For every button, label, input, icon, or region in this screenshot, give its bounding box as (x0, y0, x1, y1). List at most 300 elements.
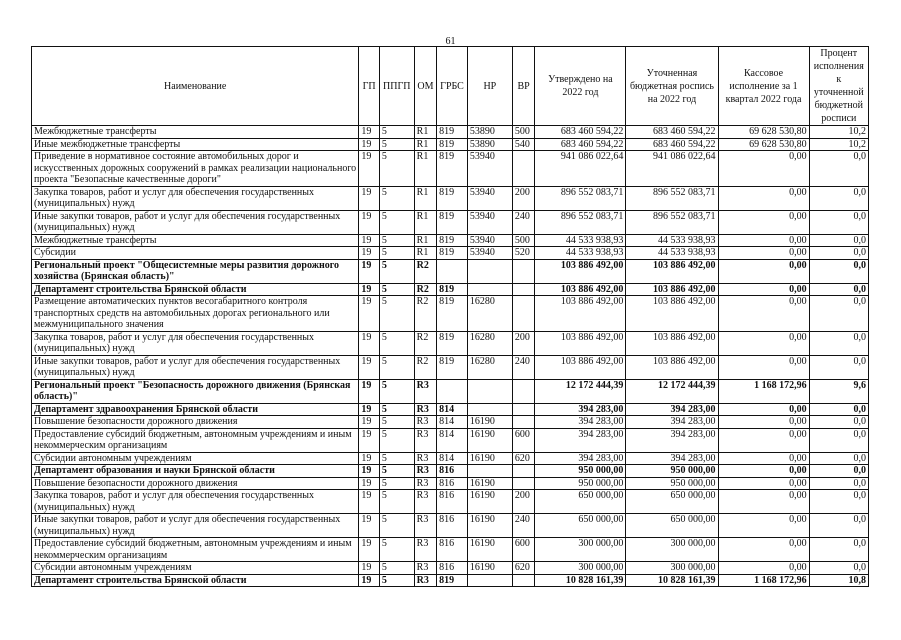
cell-ppgp: 5 (379, 247, 414, 260)
cell-percent: 0,0 (809, 403, 868, 416)
cell-om: R3 (414, 514, 437, 538)
table-row (32, 247, 869, 260)
cell-nr: 53940 (467, 234, 512, 247)
header-om: ОМ (414, 47, 437, 126)
cell-name: Повышение безопасности дорожного движения (32, 416, 359, 429)
cell-ppgp: 5 (379, 138, 414, 151)
cell-percent: 9,6 (809, 379, 868, 403)
cell-ppgp: 5 (379, 355, 414, 379)
cell-ppgp: 5 (379, 210, 414, 234)
cell-om: R3 (414, 403, 437, 416)
cell-gp: 19 (359, 465, 379, 478)
cell-grbs: 819 (437, 331, 468, 355)
cell-nr (467, 465, 512, 478)
cell-ppgp: 5 (379, 403, 414, 416)
table-row (32, 259, 869, 283)
cell-gp: 19 (359, 247, 379, 260)
cell-gp: 19 (359, 138, 379, 151)
cell-ppgp: 5 (379, 428, 414, 452)
cell-name: Закупка товаров, работ и услуг для обеспечения государственных (муниципальных) нужд (32, 331, 359, 355)
cell-grbs: 816 (437, 514, 468, 538)
cell-refined: 650 000,00 (626, 490, 718, 514)
cell-approved: 103 886 492,00 (535, 355, 626, 379)
header-approved: Утверждено на 2022 год (535, 47, 626, 126)
cell-grbs: 819 (437, 186, 468, 210)
cell-ppgp: 5 (379, 259, 414, 283)
cell-approved: 103 886 492,00 (535, 283, 626, 296)
header-cash: Кассовое исполнение за 1 квартал 2022 года (718, 47, 809, 126)
cell-ppgp: 5 (379, 186, 414, 210)
cell-nr: 16190 (467, 514, 512, 538)
cell-vr (512, 477, 535, 490)
cell-om: R1 (414, 186, 437, 210)
cell-grbs: 819 (437, 283, 468, 296)
cell-cash: 0,00 (718, 355, 809, 379)
cell-refined: 10 828 161,39 (626, 574, 718, 587)
cell-gp: 19 (359, 562, 379, 575)
cell-nr: 16190 (467, 428, 512, 452)
cell-vr: 600 (512, 538, 535, 562)
cell-percent: 0,0 (809, 538, 868, 562)
cell-nr: 16280 (467, 296, 512, 332)
cell-cash: 0,00 (718, 234, 809, 247)
cell-approved: 394 283,00 (535, 416, 626, 429)
cell-refined: 300 000,00 (626, 562, 718, 575)
cell-vr: 240 (512, 210, 535, 234)
cell-gp: 19 (359, 477, 379, 490)
cell-percent: 0,0 (809, 477, 868, 490)
cell-vr (512, 296, 535, 332)
cell-nr: 16190 (467, 562, 512, 575)
cell-refined: 950 000,00 (626, 465, 718, 478)
cell-vr: 240 (512, 514, 535, 538)
cell-nr: 53940 (467, 151, 512, 187)
header-row (32, 47, 869, 126)
header-nr: НР (467, 47, 512, 126)
table-row (32, 574, 869, 587)
cell-percent: 0,0 (809, 465, 868, 478)
table-row (32, 477, 869, 490)
cell-cash: 69 628 530,80 (718, 138, 809, 151)
cell-approved: 394 283,00 (535, 403, 626, 416)
cell-grbs (437, 259, 468, 283)
table-row (32, 126, 869, 139)
cell-cash: 0,00 (718, 186, 809, 210)
cell-ppgp: 5 (379, 234, 414, 247)
cell-percent: 0,0 (809, 234, 868, 247)
cell-grbs: 816 (437, 465, 468, 478)
cell-approved: 394 283,00 (535, 452, 626, 465)
cell-gp: 19 (359, 355, 379, 379)
cell-vr: 540 (512, 138, 535, 151)
cell-om: R3 (414, 379, 437, 403)
cell-cash: 0,00 (718, 514, 809, 538)
cell-name: Департамент здравоохранения Брянской области (32, 403, 359, 416)
cell-approved: 12 172 444,39 (535, 379, 626, 403)
cell-refined: 394 283,00 (626, 428, 718, 452)
cell-nr: 53940 (467, 210, 512, 234)
cell-cash: 1 168 172,96 (718, 379, 809, 403)
cell-cash: 0,00 (718, 247, 809, 260)
budget-table-wrapper (31, 46, 869, 587)
cell-om: R3 (414, 416, 437, 429)
cell-gp: 19 (359, 452, 379, 465)
cell-percent: 0,0 (809, 416, 868, 429)
cell-nr: 16190 (467, 538, 512, 562)
table-row (32, 296, 869, 332)
cell-nr: 16280 (467, 331, 512, 355)
cell-vr (512, 151, 535, 187)
cell-grbs: 819 (437, 355, 468, 379)
cell-grbs: 819 (437, 247, 468, 260)
cell-gp: 19 (359, 514, 379, 538)
cell-percent: 10,2 (809, 126, 868, 139)
cell-refined: 12 172 444,39 (626, 379, 718, 403)
cell-name: Иные закупки товаров, работ и услуг для обеспечения государственных (муниципальных) нужд (32, 514, 359, 538)
table-row (32, 186, 869, 210)
cell-cash: 0,00 (718, 331, 809, 355)
cell-vr: 620 (512, 452, 535, 465)
cell-vr: 600 (512, 428, 535, 452)
cell-name: Межбюджетные трансферты (32, 234, 359, 247)
cell-approved: 10 828 161,39 (535, 574, 626, 587)
cell-refined: 103 886 492,00 (626, 331, 718, 355)
cell-gp: 19 (359, 296, 379, 332)
cell-name: Департамент строительства Брянской области (32, 283, 359, 296)
header-percent: Процент исполнения к уточненной бюджетной росписи (809, 47, 868, 126)
table-row (32, 514, 869, 538)
cell-gp: 19 (359, 210, 379, 234)
cell-cash: 0,00 (718, 210, 809, 234)
cell-approved: 650 000,00 (535, 514, 626, 538)
cell-om: R3 (414, 477, 437, 490)
cell-om: R3 (414, 452, 437, 465)
table-row (32, 490, 869, 514)
cell-approved: 896 552 083,71 (535, 210, 626, 234)
cell-approved: 941 086 022,64 (535, 151, 626, 187)
cell-vr: 240 (512, 355, 535, 379)
cell-grbs: 814 (437, 416, 468, 429)
cell-refined: 103 886 492,00 (626, 283, 718, 296)
cell-percent: 0,0 (809, 186, 868, 210)
cell-om: R3 (414, 562, 437, 575)
cell-om: R3 (414, 465, 437, 478)
cell-refined: 683 460 594,22 (626, 138, 718, 151)
cell-refined: 941 086 022,64 (626, 151, 718, 187)
cell-om: R1 (414, 151, 437, 187)
table-row (32, 355, 869, 379)
cell-om: R1 (414, 234, 437, 247)
cell-refined: 44 533 938,93 (626, 234, 718, 247)
cell-approved: 950 000,00 (535, 477, 626, 490)
cell-cash: 0,00 (718, 490, 809, 514)
cell-gp: 19 (359, 574, 379, 587)
cell-refined: 896 552 083,71 (626, 210, 718, 234)
cell-nr (467, 283, 512, 296)
cell-name: Размещение автоматических пунктов весогабаритного контроля транспортных средств на автомобильных дорогах регионального или межмуниципального значения (32, 296, 359, 332)
cell-om: R2 (414, 355, 437, 379)
cell-name: Приведение в нормативное состояние автомобильных дорог и искусственных дорожных сооружений в рамках реализации национального проекта "Безопасные качественные дороги" (32, 151, 359, 187)
cell-om: R2 (414, 296, 437, 332)
cell-grbs: 819 (437, 574, 468, 587)
cell-om: R2 (414, 331, 437, 355)
cell-gp: 19 (359, 126, 379, 139)
header-name: Наименование (32, 47, 359, 126)
table-row (32, 331, 869, 355)
cell-vr (512, 283, 535, 296)
table-row (32, 428, 869, 452)
cell-ppgp: 5 (379, 574, 414, 587)
cell-approved: 950 000,00 (535, 465, 626, 478)
cell-approved: 300 000,00 (535, 538, 626, 562)
cell-grbs: 816 (437, 477, 468, 490)
cell-grbs: 814 (437, 428, 468, 452)
table-body (32, 126, 869, 587)
table-row (32, 416, 869, 429)
cell-ppgp: 5 (379, 452, 414, 465)
cell-refined: 300 000,00 (626, 538, 718, 562)
cell-grbs: 819 (437, 151, 468, 187)
cell-vr: 620 (512, 562, 535, 575)
cell-grbs: 816 (437, 562, 468, 575)
cell-om: R2 (414, 283, 437, 296)
cell-om: R3 (414, 428, 437, 452)
cell-gp: 19 (359, 283, 379, 296)
cell-refined: 103 886 492,00 (626, 259, 718, 283)
table-row (32, 538, 869, 562)
cell-cash: 0,00 (718, 465, 809, 478)
cell-grbs: 816 (437, 538, 468, 562)
cell-name: Региональный проект "Безопасность дорожного движения (Брянская область)" (32, 379, 359, 403)
cell-nr (467, 403, 512, 416)
cell-ppgp: 5 (379, 379, 414, 403)
cell-nr (467, 379, 512, 403)
cell-ppgp: 5 (379, 126, 414, 139)
cell-percent: 0,0 (809, 490, 868, 514)
cell-om: R3 (414, 538, 437, 562)
cell-refined: 650 000,00 (626, 514, 718, 538)
cell-grbs: 814 (437, 403, 468, 416)
cell-name: Предоставление субсидий бюджетным, автономным учреждениям и иным некоммерческим организациям (32, 428, 359, 452)
cell-cash: 1 168 172,96 (718, 574, 809, 587)
cell-name: Субсидии (32, 247, 359, 260)
cell-percent: 0,0 (809, 562, 868, 575)
table-row (32, 403, 869, 416)
cell-vr: 200 (512, 331, 535, 355)
cell-refined: 950 000,00 (626, 477, 718, 490)
cell-refined: 394 283,00 (626, 416, 718, 429)
table-row (32, 562, 869, 575)
cell-grbs: 819 (437, 138, 468, 151)
cell-grbs: 814 (437, 452, 468, 465)
cell-percent: 0,0 (809, 283, 868, 296)
cell-gp: 19 (359, 151, 379, 187)
page-number: 61 (445, 36, 456, 47)
cell-name: Межбюджетные трансферты (32, 126, 359, 139)
cell-cash: 0,00 (718, 403, 809, 416)
cell-om: R3 (414, 490, 437, 514)
cell-approved: 650 000,00 (535, 490, 626, 514)
cell-grbs: 819 (437, 234, 468, 247)
table-row (32, 138, 869, 151)
cell-om: R2 (414, 259, 437, 283)
cell-grbs (437, 379, 468, 403)
cell-approved: 896 552 083,71 (535, 186, 626, 210)
cell-ppgp: 5 (379, 490, 414, 514)
cell-nr: 53890 (467, 138, 512, 151)
cell-cash: 0,00 (718, 416, 809, 429)
cell-gp: 19 (359, 186, 379, 210)
cell-nr: 53940 (467, 247, 512, 260)
cell-refined: 44 533 938,93 (626, 247, 718, 260)
cell-cash: 69 628 530,80 (718, 126, 809, 139)
cell-cash: 0,00 (718, 283, 809, 296)
cell-cash: 0,00 (718, 259, 809, 283)
cell-nr: 16280 (467, 355, 512, 379)
cell-cash: 0,00 (718, 151, 809, 187)
cell-vr (512, 403, 535, 416)
cell-gp: 19 (359, 416, 379, 429)
cell-ppgp: 5 (379, 514, 414, 538)
cell-percent: 0,0 (809, 151, 868, 187)
cell-percent: 10,8 (809, 574, 868, 587)
cell-name: Иные межбюджетные трансферты (32, 138, 359, 151)
header-gp: ГП (359, 47, 379, 126)
cell-name: Иные закупки товаров, работ и услуг для обеспечения государственных (муниципальных) нужд (32, 210, 359, 234)
cell-om: R1 (414, 210, 437, 234)
cell-name: Иные закупки товаров, работ и услуг для обеспечения государственных (муниципальных) нужд (32, 355, 359, 379)
cell-percent: 0,0 (809, 331, 868, 355)
cell-refined: 394 283,00 (626, 403, 718, 416)
cell-percent: 10,2 (809, 138, 868, 151)
cell-vr (512, 379, 535, 403)
cell-vr: 500 (512, 126, 535, 139)
cell-percent: 0,0 (809, 259, 868, 283)
cell-nr (467, 574, 512, 587)
cell-gp: 19 (359, 259, 379, 283)
cell-approved: 683 460 594,22 (535, 126, 626, 139)
cell-vr (512, 574, 535, 587)
cell-refined: 103 886 492,00 (626, 355, 718, 379)
cell-name: Субсидии автономным учреждениям (32, 452, 359, 465)
cell-nr: 16190 (467, 477, 512, 490)
cell-ppgp: 5 (379, 151, 414, 187)
cell-name: Предоставление субсидий бюджетным, автономным учреждениям и иным некоммерческим организациям (32, 538, 359, 562)
cell-cash: 0,00 (718, 538, 809, 562)
cell-om: R1 (414, 126, 437, 139)
cell-grbs: 819 (437, 126, 468, 139)
cell-gp: 19 (359, 331, 379, 355)
cell-grbs: 819 (437, 210, 468, 234)
cell-approved: 103 886 492,00 (535, 331, 626, 355)
cell-vr: 500 (512, 234, 535, 247)
cell-gp: 19 (359, 428, 379, 452)
header-grbs: ГРБС (437, 47, 468, 126)
cell-approved: 683 460 594,22 (535, 138, 626, 151)
cell-grbs: 816 (437, 490, 468, 514)
cell-vr: 520 (512, 247, 535, 260)
cell-om: R1 (414, 247, 437, 260)
cell-name: Региональный проект "Общесистемные меры развития дорожного хозяйства (Брянская область)" (32, 259, 359, 283)
table-row (32, 151, 869, 187)
cell-nr: 16190 (467, 490, 512, 514)
cell-refined: 896 552 083,71 (626, 186, 718, 210)
cell-name: Департамент образования и науки Брянской области (32, 465, 359, 478)
cell-name: Закупка товаров, работ и услуг для обеспечения государственных (муниципальных) нужд (32, 490, 359, 514)
cell-ppgp: 5 (379, 283, 414, 296)
table-row (32, 283, 869, 296)
cell-ppgp: 5 (379, 538, 414, 562)
cell-cash: 0,00 (718, 452, 809, 465)
cell-gp: 19 (359, 538, 379, 562)
cell-approved: 394 283,00 (535, 428, 626, 452)
cell-vr (512, 259, 535, 283)
table-row (32, 234, 869, 247)
budget-table (31, 46, 869, 587)
cell-ppgp: 5 (379, 477, 414, 490)
cell-nr: 16190 (467, 416, 512, 429)
table-row (32, 452, 869, 465)
header-ppgp: ППГП (379, 47, 414, 126)
cell-nr: 53890 (467, 126, 512, 139)
table-row (32, 210, 869, 234)
cell-cash: 0,00 (718, 428, 809, 452)
cell-cash: 0,00 (718, 296, 809, 332)
cell-gp: 19 (359, 490, 379, 514)
cell-gp: 19 (359, 379, 379, 403)
cell-vr (512, 416, 535, 429)
cell-approved: 103 886 492,00 (535, 259, 626, 283)
cell-name: Повышение безопасности дорожного движения (32, 477, 359, 490)
cell-percent: 0,0 (809, 355, 868, 379)
cell-approved: 103 886 492,00 (535, 296, 626, 332)
cell-percent: 0,0 (809, 296, 868, 332)
cell-name: Департамент строительства Брянской области (32, 574, 359, 587)
header-vr: ВР (512, 47, 535, 126)
cell-vr (512, 465, 535, 478)
table-row (32, 379, 869, 403)
cell-cash: 0,00 (718, 562, 809, 575)
cell-approved: 44 533 938,93 (535, 247, 626, 260)
cell-om: R1 (414, 138, 437, 151)
cell-nr: 16190 (467, 452, 512, 465)
cell-percent: 0,0 (809, 428, 868, 452)
cell-ppgp: 5 (379, 416, 414, 429)
cell-name: Закупка товаров, работ и услуг для обеспечения государственных (муниципальных) нужд (32, 186, 359, 210)
cell-approved: 44 533 938,93 (535, 234, 626, 247)
cell-ppgp: 5 (379, 296, 414, 332)
cell-cash: 0,00 (718, 477, 809, 490)
cell-nr (467, 259, 512, 283)
header-refined: Уточненная бюджетная роспись на 2022 год (626, 47, 718, 126)
cell-ppgp: 5 (379, 465, 414, 478)
cell-percent: 0,0 (809, 247, 868, 260)
cell-grbs: 819 (437, 296, 468, 332)
cell-ppgp: 5 (379, 331, 414, 355)
cell-gp: 19 (359, 403, 379, 416)
cell-percent: 0,0 (809, 514, 868, 538)
cell-percent: 0,0 (809, 210, 868, 234)
cell-vr: 200 (512, 186, 535, 210)
cell-vr: 200 (512, 490, 535, 514)
cell-nr: 53940 (467, 186, 512, 210)
cell-percent: 0,0 (809, 452, 868, 465)
table-row (32, 465, 869, 478)
cell-approved: 300 000,00 (535, 562, 626, 575)
cell-name: Субсидии автономным учреждениям (32, 562, 359, 575)
cell-ppgp: 5 (379, 562, 414, 575)
cell-refined: 394 283,00 (626, 452, 718, 465)
